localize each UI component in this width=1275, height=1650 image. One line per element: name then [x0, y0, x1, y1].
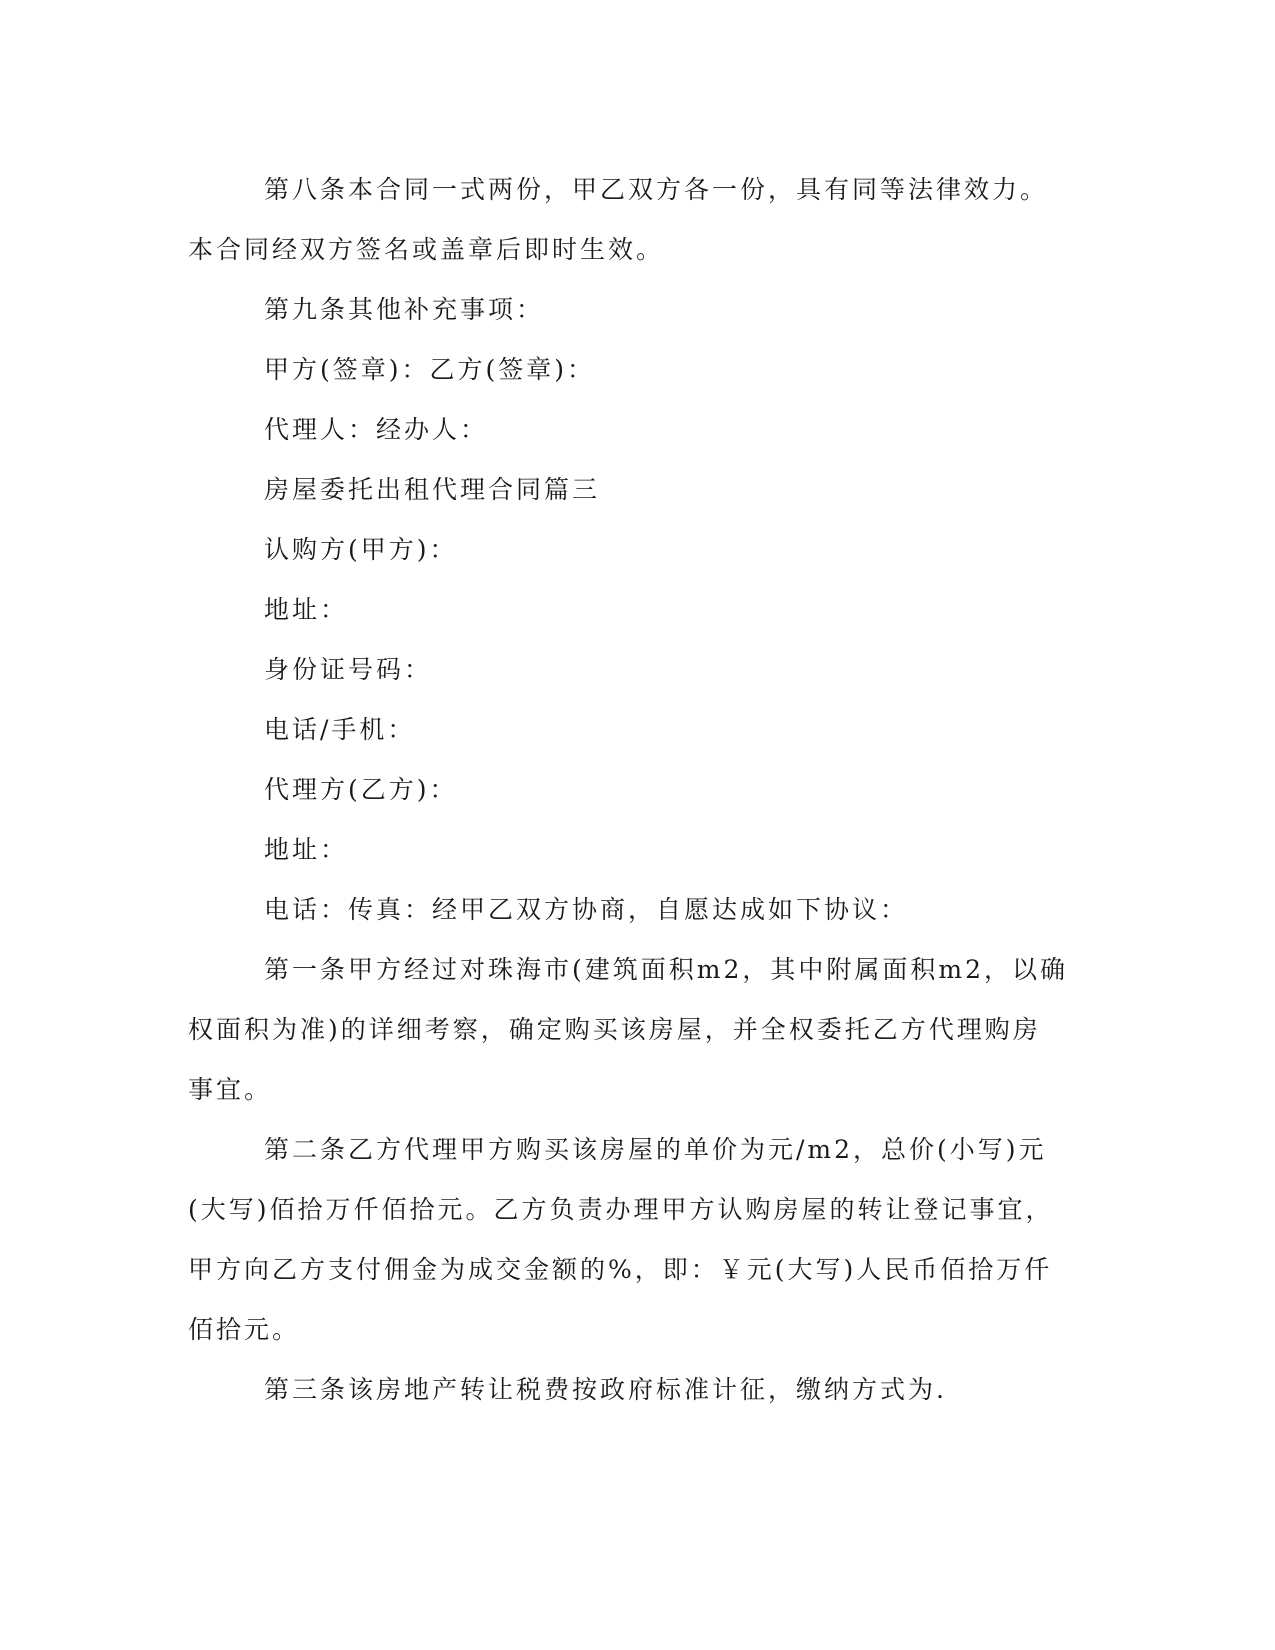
paragraph-agent-contact: 电话：传真：经甲乙双方协商，自愿达成如下协议： — [264, 895, 909, 924]
paragraph-signatures: 甲方(签章)：乙方(签章)： — [264, 355, 596, 384]
paragraph-article-1: 第一条甲方经过对珠海市(建筑面积m2，其中附属面积m2，以确权面积为准)的详细考察，确定购买该房屋，并全权委托乙方代理购房事宜。 — [188, 955, 1068, 1104]
paragraph-buyer-address: 地址： — [264, 595, 349, 624]
paragraph-agents: 代理人：经办人： — [264, 415, 489, 444]
paragraph-article-9: 第九条其他补充事项： — [264, 295, 545, 324]
paragraph-agent-address: 地址： — [264, 835, 349, 864]
paragraph-buyer-id: 身份证号码： — [264, 655, 433, 684]
paragraph-article-8: 第八条本合同一式两份，甲乙双方各一份，具有同等法律效力。本合同经双方签名或盖章后即时生效。 — [188, 175, 1049, 264]
paragraph-buyer: 认购方(甲方)： — [264, 535, 458, 564]
paragraph-buyer-phone: 电话/手机： — [264, 715, 416, 744]
paragraph-article-2: 第二条乙方代理甲方购买该房屋的单价为元/m2，总价(小写)元(大写)佰拾万仟佰拾元。乙方负责办理甲方认购房屋的转让登记事宜，甲方向乙方支付佣金为成交金额的%，即：￥元(大写)人民币佰拾万仟佰拾元。 — [188, 1135, 1054, 1344]
paragraph-article-3: 第三条该房地产转让税费按政府标准计征，缴纳方式为. — [264, 1375, 947, 1404]
paragraph-agent-party: 代理方(乙方)： — [264, 775, 458, 804]
section-heading: 房屋委托出租代理合同篇三 — [264, 475, 601, 504]
document-body — [188, 160, 1068, 1420]
